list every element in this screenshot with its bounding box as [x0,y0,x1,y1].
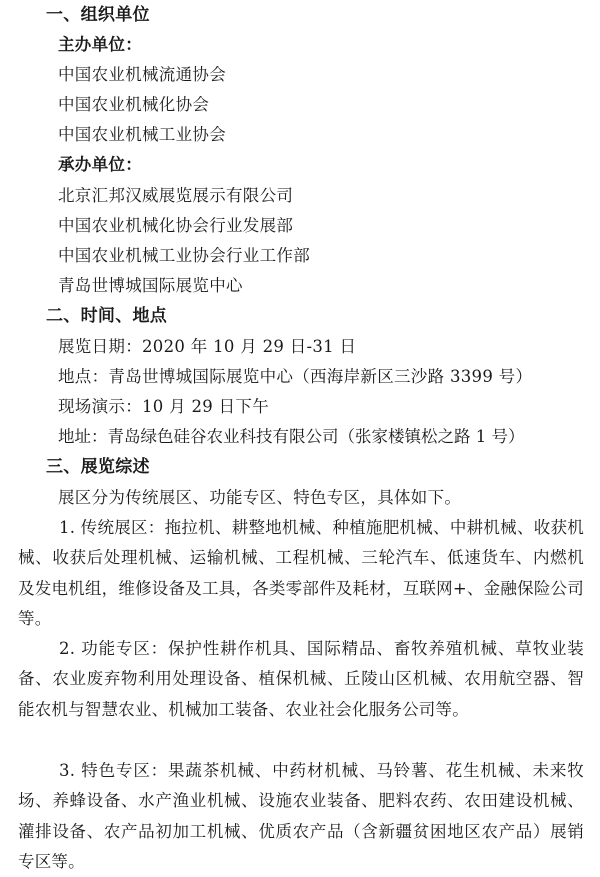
demo-time: 现场演示：10 月 29 日下午 [58,397,270,416]
paragraph-featured-zone: 3. 特色专区：果蔬茶机械、中药材机械、马铃薯、花生机械、未来牧场、养蜂设备、水产渔业机械、设施农业装备、肥料农药、农田建设机械、灌排设备、农产品初加工机械、优质农产品（含新疆贫困地区农产品）展销专区等。 [18,761,584,871]
host-item: 中国农业机械化协会 [58,95,210,114]
organizer-label: 承办单位： [58,155,142,174]
section-heading-organizers: 一、组织单位 [46,5,150,25]
organizer-item: 中国农业机械化协会行业发展部 [58,216,294,235]
section-heading-overview: 三、展览综述 [46,457,150,477]
organizer-item: 青岛世博城国际展览中心 [58,276,243,295]
demo-address: 地址：青岛绿色硅谷农业科技有限公司（张家楼镇松之路 1 号） [58,427,525,446]
overview-intro: 展区分为传统展区、功能专区、特色专区，具体如下。 [58,488,462,507]
venue-address: 地点：青岛世博城国际展览中心（西海岸新区三沙路 3399 号） [58,367,533,386]
organizer-item: 中国农业机械工业协会行业工作部 [58,246,310,265]
paragraph-functional-zone: 2. 功能专区：保护性耕作机具、国际精品、畜牧养殖机械、草牧业装备、农业废弃物利用处理设备、植保机械、丘陵山区机械、农用航空器、智能农机与智慧农业、机械加工装备、农业社会化服务公司等。 [18,639,584,719]
section-heading-time-place: 二、时间、地点 [46,306,168,326]
organizer-item: 北京汇邦汉威展览展示有限公司 [58,186,294,205]
paragraph-traditional-zone: 1. 传统展区：拖拉机、耕整地机械、种植施肥机械、中耕机械、收获机械、收获后处理机械、运输机械、工程机械、三轮汽车、低速货车、内燃机及发电机组，维修设备及工具，各类零部件及耗材，互联网+、金融保险公司等。 [18,518,584,628]
host-item: 中国农业机械流通协会 [58,65,226,84]
exhibition-date: 展览日期：2020 年 10 月 29 日-31 日 [58,337,357,356]
host-item: 中国农业机械工业协会 [58,125,226,144]
host-label: 主办单位： [58,35,142,54]
